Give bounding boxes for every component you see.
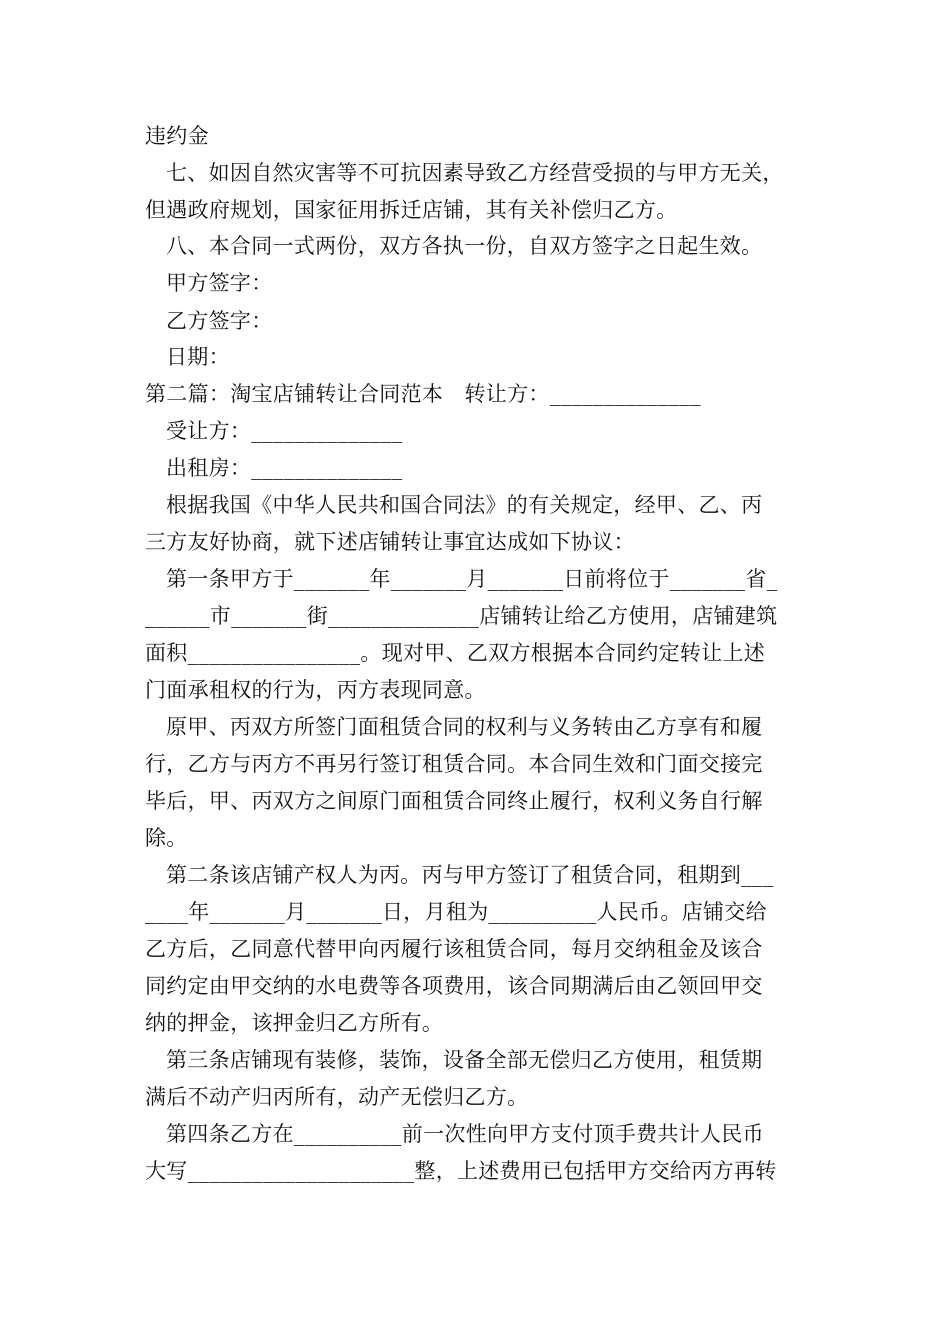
date-label: 日期：: [166, 345, 230, 369]
text-line: 根据我国《中华人民共和国合同法》的有关规定，经甲、乙、丙: [166, 493, 763, 517]
text-line: 行，乙方与丙方不再另行签订租赁合同。本合同生效和门面交接完: [145, 752, 763, 776]
text-line: 原甲、丙双方所签门面租赁合同的权利与义务转由乙方享有和履: [166, 715, 763, 739]
text-line: 纳的押金，该押金归乙方所有。: [145, 1011, 444, 1035]
text-line: 第二条该店铺产权人为丙。丙与甲方签订了租赁合同，租期到___: [166, 863, 774, 887]
text-line: 第一条甲方于_______年_______月_______日前将位于_______省_: [166, 567, 778, 591]
text-line: 面积________________。现对甲、乙双方根据本合同约定转让上述: [145, 641, 766, 665]
signature-label-party-b: 乙方签字：: [166, 309, 273, 333]
text-line: ______市_______街______________店铺转让给乙方使用，店铺建筑: [145, 604, 778, 628]
signature-label-party-a: 甲方签字：: [166, 271, 273, 295]
text-line: 同约定由甲交纳的水电费等各项费用，该合同期满后由乙领回甲交: [145, 974, 763, 998]
text-line: 大写_____________________整，上述费用已包括甲方交给丙方再转: [145, 1159, 777, 1183]
text-line: 除。: [145, 826, 188, 850]
text-line: 七、如因自然灾害等不可抗因素导致乙方经营受损的与甲方无关，: [166, 161, 784, 185]
section-title: 第二篇：淘宝店铺转让合同范本 转让方：______________: [145, 382, 701, 406]
text-line: 出租房：______________: [166, 456, 403, 480]
text-line: 乙方后，乙同意代替甲向丙履行该租赁合同，每月交纳租金及该合: [145, 937, 763, 961]
text-line: 八、本合同一式两份，双方各执一份，自双方签字之日起生效。: [166, 234, 763, 258]
text-line: 第三条店铺现有装修，装饰，设备全部无偿归乙方使用，租赁期: [166, 1048, 763, 1072]
text-line: 受让方：______________: [166, 419, 403, 443]
text-line: 门面承租权的行为，丙方表现同意。: [145, 678, 486, 702]
text-line: 但遇政府规划，国家征用拆迁店铺，其有关补偿归乙方。: [145, 198, 678, 222]
text-line: ____年_______月_______日，月租为__________人民币。店铺交给: [145, 900, 767, 924]
text-line: 三方友好协商，就下述店铺转让事宜达成如下协议：: [145, 530, 635, 554]
text-line: 违约金: [145, 124, 209, 148]
text-line: 满后不动产归丙所有，动产无偿归乙方。: [145, 1085, 529, 1109]
text-line: 第四条乙方在__________前一次性向甲方支付顶手费共计人民币: [166, 1122, 764, 1146]
text-line: 毕后，甲、丙双方之间原门面租赁合同终止履行，权利义务自行解: [145, 789, 763, 813]
